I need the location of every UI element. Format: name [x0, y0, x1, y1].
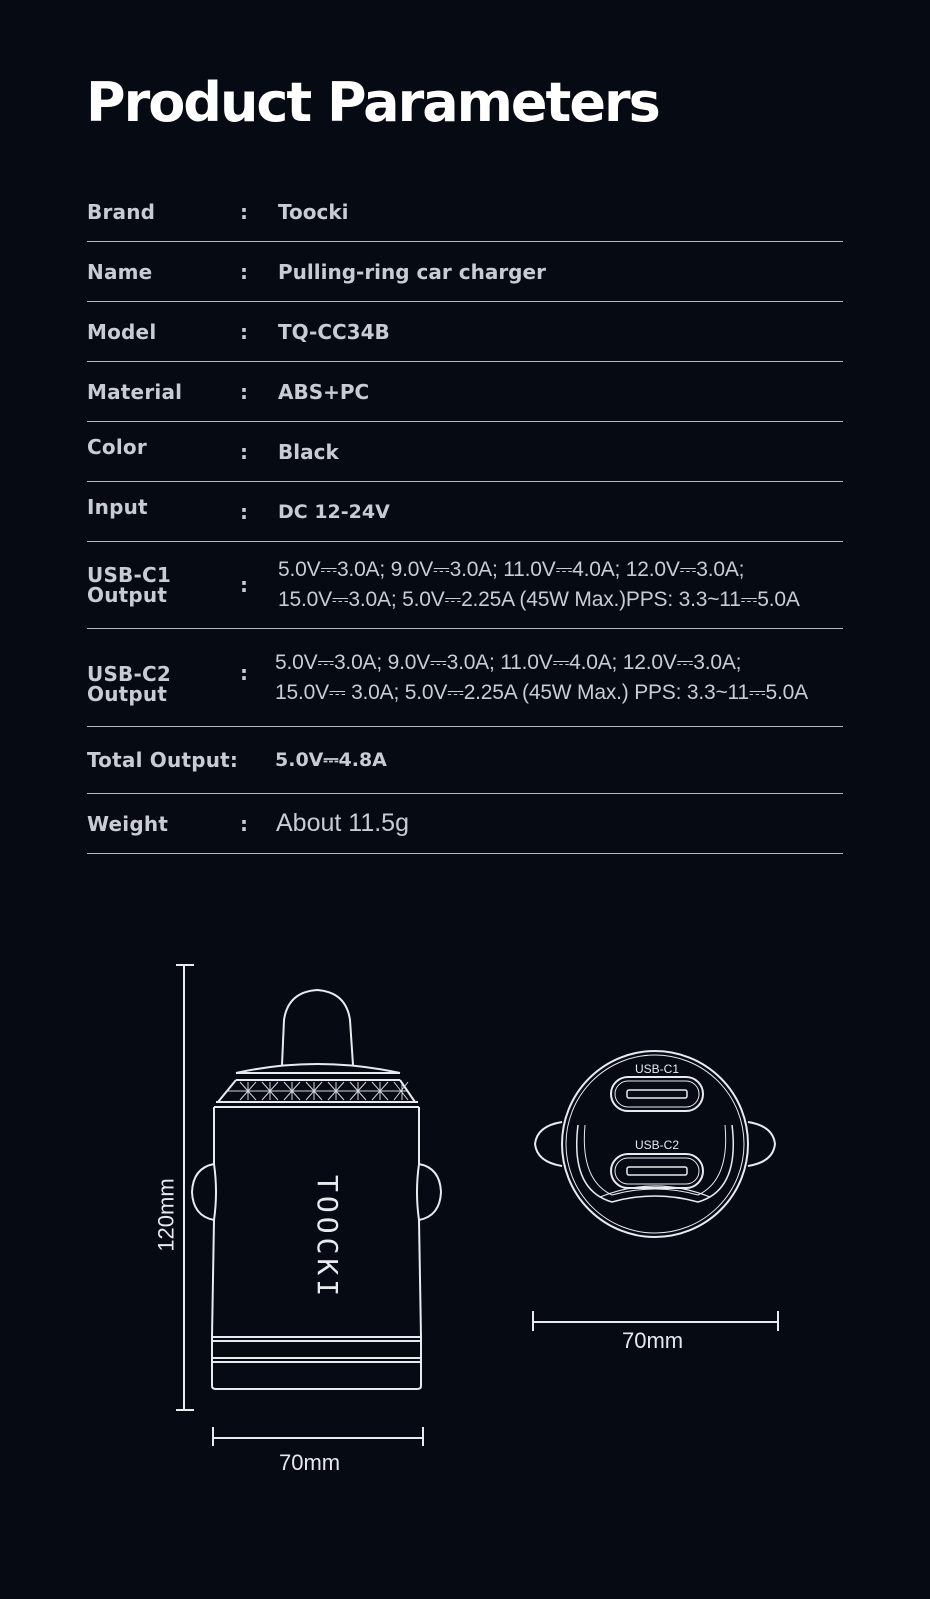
side-bump-right — [417, 1164, 441, 1220]
front-tab-right — [748, 1122, 775, 1166]
usb-c1-port — [611, 1077, 703, 1111]
spec-label-line: USB-C2 — [87, 661, 171, 686]
spec-label: Model — [87, 319, 157, 344]
spec-value: DC 12-24V — [278, 500, 390, 523]
spec-value-line: 15.0V⎓3.0A; 5.0V⎓2.25A (45W Max.)PPS: 3.3~11⎓5.0A — [278, 588, 800, 611]
height-dimension-label: 120mm — [153, 1178, 179, 1252]
spec-label — [87, 661, 240, 706]
usb-c1-port-label: USB-C1 — [634, 1062, 680, 1076]
spec-colon: : — [240, 319, 248, 344]
spec-row-total-output — [87, 727, 843, 794]
spec-label: Input — [87, 494, 148, 519]
usb-c2-port — [611, 1154, 703, 1188]
spec-label: Color — [87, 434, 147, 459]
spec-value: ABS+PC — [278, 379, 370, 404]
spec-label-line: USB-C1 — [87, 563, 171, 587]
spec-colon: : — [240, 259, 248, 284]
spec-value: Black — [278, 439, 339, 464]
spec-label: Material — [87, 379, 183, 404]
spec-colon: : — [240, 379, 248, 404]
spec-row-name — [87, 242, 843, 302]
spec-row-usb-c1-output — [87, 542, 843, 629]
front-width-dimension-label: 70mm — [622, 1328, 684, 1353]
spec-label — [87, 565, 240, 605]
product-dimension-drawing — [0, 940, 930, 1540]
spec-label: Brand — [87, 199, 156, 224]
spec-value: 5.0V⎓4.8A — [275, 749, 387, 771]
spec-row-weight — [87, 794, 843, 854]
brand-logo: TOOCKI — [311, 1175, 344, 1301]
spec-value-line: 15.0V⎓ 3.0A; 5.0V⎓2.25A (45W Max.) PPS: 3.3~11⎓5.0A — [275, 680, 808, 704]
spec-colon: : — [240, 573, 248, 597]
spec-label-line: Output — [87, 681, 168, 706]
front-pull-ring — [577, 1125, 734, 1202]
usb-c2-port-label: USB-C2 — [634, 1138, 680, 1152]
spec-table — [87, 182, 843, 854]
side-width-dimension-label: 70mm — [279, 1450, 341, 1475]
spec-value-line: 5.0V⎓3.0A; 9.0V⎓3.0A; 11.0V⎓4.0A; 12.0V⎓3.0A; — [275, 650, 742, 674]
spec-value — [278, 555, 843, 615]
spec-value: Toocki — [278, 199, 349, 224]
spec-label: Total Output: — [87, 748, 239, 772]
side-width-dimension-line — [213, 1427, 423, 1446]
spec-label-line: Output — [87, 583, 168, 607]
spec-colon: : — [240, 660, 248, 685]
spec-value — [275, 648, 843, 708]
spec-colon: : — [240, 499, 248, 524]
spec-label: Name — [87, 259, 153, 284]
spec-value: Pulling-ring car charger — [278, 259, 546, 284]
page-title: Product Parameters — [86, 71, 659, 134]
side-bump-left — [192, 1164, 216, 1220]
spec-colon: : — [240, 439, 248, 464]
spec-value: About 11.5g — [276, 809, 409, 837]
spec-colon: : — [240, 199, 248, 224]
pull-ring — [282, 990, 353, 1065]
spec-row-brand — [87, 182, 843, 242]
charger-line-drawing — [0, 940, 930, 1540]
spec-row-input — [87, 482, 843, 542]
spec-label: Weight — [87, 811, 169, 836]
spec-row-model — [87, 302, 843, 362]
front-tab-left — [535, 1122, 562, 1166]
spec-value-line: 5.0V⎓3.0A; 9.0V⎓3.0A; 11.0V⎓4.0A; 12.0V⎓3.0A; — [278, 558, 745, 581]
spec-colon: : — [240, 811, 248, 836]
spec-value: TQ-CC34B — [278, 319, 390, 344]
spec-row-material — [87, 362, 843, 422]
spec-row-color — [87, 422, 843, 482]
spec-row-usb-c2-output — [87, 629, 843, 727]
